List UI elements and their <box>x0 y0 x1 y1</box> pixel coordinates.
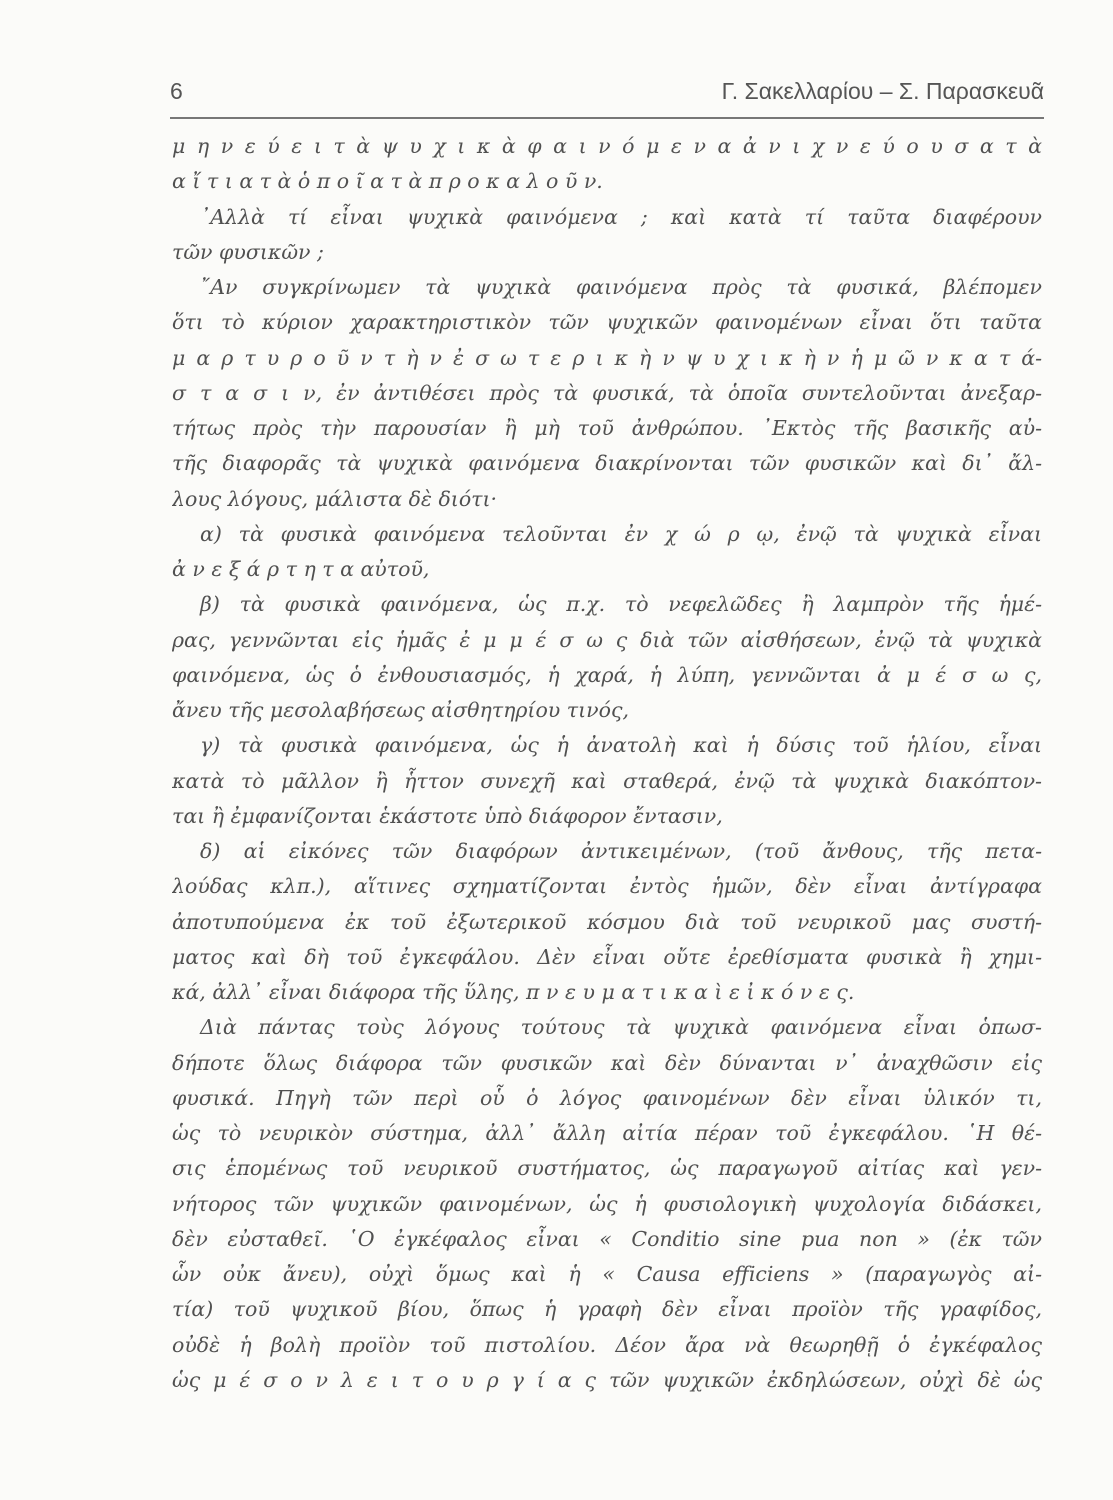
text-line: τήτως πρὸς τὴν παρουσίαν ἢ μὴ τοῦ ἀνθρώπου. ᾿Εκτὸς τῆς βασικῆς αὐ- <box>172 416 1042 440</box>
text-line: γ) τὰ φυσικὰ φαινόμενα, ὡς ἡ ἀνατολὴ καὶ ἡ δύσις τοῦ ἡλίου, εἶναι <box>200 733 1042 758</box>
text-line: ρας, γεννῶνται εἰς ἡμᾶς ἐ μ μ έ σ ω ς διὰ τῶν αἰσθήσεων, ἐνῷ τὰ ψυχικὰ <box>172 627 1042 652</box>
text-line: μ η ν ε ύ ε ι τ ὰ ψ υ χ ι κ ὰ φ α ι ν ό μ ε ν α ἀ ν ι χ ν ε ύ ο υ σ α τ ὰ <box>172 134 1042 158</box>
text-line: τία) τοῦ ψυχικοῦ βίου, ὅπως ἡ γραφὴ δὲν εἶναι προϊὸν τῆς γραφίδος, <box>172 1297 1042 1322</box>
text-line: λούδας κλπ.), αἵτινες σχηματίζονται ἐντὸς ἡμῶν, δὲν εἶναι ἀντίγραφα <box>172 874 1042 899</box>
text-line: κατὰ τὸ μᾶλλον ἢ ἧττον συνεχῆ καὶ σταθερά, ἐνῷ τὰ ψυχικὰ διακόπτον- <box>172 768 1042 793</box>
text-line: ἀποτυπούμενα ἐκ τοῦ ἐξωτερικοῦ κόσμου διὰ τοῦ νευρικοῦ μας συστή- <box>172 909 1042 934</box>
text-line: δήποτε ὅλως διάφορα τῶν φυσικῶν καὶ δὲν δύνανται ν᾿ ἀναχθῶσιν εἰς <box>172 1050 1042 1075</box>
text-line: δ) αἱ εἰκόνες τῶν διαφόρων ἀντικειμένων, (τοῦ ἄνθους, τῆς πετα- <box>200 839 1042 863</box>
text-line: κά, ἀλλ᾿ εἶναι διάφορα τῆς ὕλης, π ν ε υ μ α τ ι κ α ὶ ε ἰ κ ό ν ε ς. <box>172 980 855 1004</box>
text-line: σ τ α σ ι ν, ἐν ἀντιθέσει πρὸς τὰ φυσικά, τὰ ὁποῖα συντελοῦνται ἀνεξαρ- <box>172 380 1042 405</box>
text-line: ἀ ν ε ξ ά ρ τ η τ α αὐτοῦ, <box>172 557 430 581</box>
text-line: οὐδὲ ἡ βολὴ προϊὸν τοῦ πιστολίου. Δέον ἄρα νὰ θεωρηθῇ ὁ ἐγκέφαλος <box>172 1332 1042 1357</box>
page-header <box>170 78 1044 112</box>
text-line: τῶν φυσικῶν ; <box>172 239 324 264</box>
text-line: ὧν οὐκ ἄνευ), οὐχὶ ὅμως καὶ ἡ « Causa efficiens » (παραγωγὸς αἰ- <box>172 1262 1042 1286</box>
text-line: νήτορος τῶν ψυχικῶν φαινομένων, ὡς ἡ φυσιολογικὴ ψυχολογία διδάσκει, <box>172 1191 1042 1216</box>
text-line: β) τὰ φυσικὰ φαινόμενα, ὡς π.χ. τὸ νεφελῶδες ἢ λαμπρὸν τῆς ἡμέ- <box>200 592 1042 617</box>
text-line: ῎Αν συγκρίνωμεν τὰ ψυχικὰ φαινόμενα πρὸς τὰ φυσικά, βλέπομεν <box>200 275 1042 299</box>
text-line: ματος καὶ δὴ τοῦ ἐγκεφάλου. Δὲν εἶναι οὔτε ἐρεθίσματα φυσικὰ ἢ χημι- <box>172 944 1042 969</box>
text-line: ᾿Αλλὰ τί εἶναι ψυχικὰ φαινόμενα ; καὶ κατὰ τί ταῦτα διαφέρουν <box>200 204 1042 229</box>
text-line: α ἴ τ ι α τ ὰ ὁ π ο ῖ α τ ὰ π ρ ο κ α λ ο ῦ ν. <box>172 169 603 194</box>
header-rule <box>170 117 1044 119</box>
text-line: σις ἑπομένως τοῦ νευρικοῦ συστήματος, ὡς παραγωγοῦ αἰτίας καὶ γεν- <box>172 1156 1042 1181</box>
text-line: ἄνευ τῆς μεσολαβήσεως αἰσθητηρίου τινός, <box>172 698 629 722</box>
body-text <box>172 129 1042 1398</box>
page-number: 6 <box>170 78 183 104</box>
text-line: ὡς τὸ νευρικὸν σύστημα, ἀλλ᾿ ἄλλη αἰτία πέραν τοῦ ἐγκεφάλου. ῾Η θέ- <box>172 1121 1042 1145</box>
text-line: φυσικά. Πηγὴ τῶν περὶ οὗ ὁ λόγος φαινομένων δὲν εἶναι ὑλικόν τι, <box>172 1085 1042 1110</box>
text-line: μ α ρ τ υ ρ ο ῦ ν τ ὴ ν ἐ σ ω τ ε ρ ι κ ὴ ν ψ υ χ ι κ ὴ ν ἡ μ ῶ ν κ α τ ά- <box>172 345 1042 370</box>
running-title: Γ. Σακελλαρίου – Σ. Παρασκευᾶ <box>721 78 1044 104</box>
text-line: α) τὰ φυσικὰ φαινόμενα τελοῦνται ἐν χ ώ ρ ῳ, ἐνῷ τὰ ψυχικὰ εἶναι <box>200 521 1042 546</box>
text-line: Διὰ πάντας τοὺς λόγους τούτους τὰ ψυχικὰ φαινόμενα εἶναι ὁπωσ- <box>200 1015 1042 1040</box>
text-line: ὡς μ έ σ ο ν λ ε ι τ ο υ ρ γ ί α ς τῶν ψυχικῶν ἐκδηλώσεων, οὐχὶ δὲ ὡς <box>172 1367 1042 1392</box>
text-line: ὅτι τὸ κύριον χαρακτηριστικὸν τῶν ψυχικῶν φαινομένων εἶναι ὅτι ταῦτα <box>172 310 1042 335</box>
text-line: τῆς διαφορᾶς τὰ ψυχικὰ φαινόμενα διακρίνονται τῶν φυσικῶν καὶ δι᾿ ἄλ- <box>172 451 1042 476</box>
text-line: δὲν εὐσταθεῖ. ῾Ο ἐγκέφαλος εἶναι « Conditio sine pua non » (ἐκ τῶν <box>172 1226 1042 1251</box>
text-line: ται ἢ ἐμφανίζονται ἑκάστοτε ὑπὸ διάφορον ἔντασιν, <box>172 803 723 828</box>
text-line: φαινόμενα, ὡς ὁ ἐνθουσιασμός, ἡ χαρά, ἡ λύπη, γεννῶνται ἀ μ έ σ ω ς, <box>172 662 1042 687</box>
text-line: λους λόγους, μάλιστα δὲ διότι· <box>172 486 498 511</box>
